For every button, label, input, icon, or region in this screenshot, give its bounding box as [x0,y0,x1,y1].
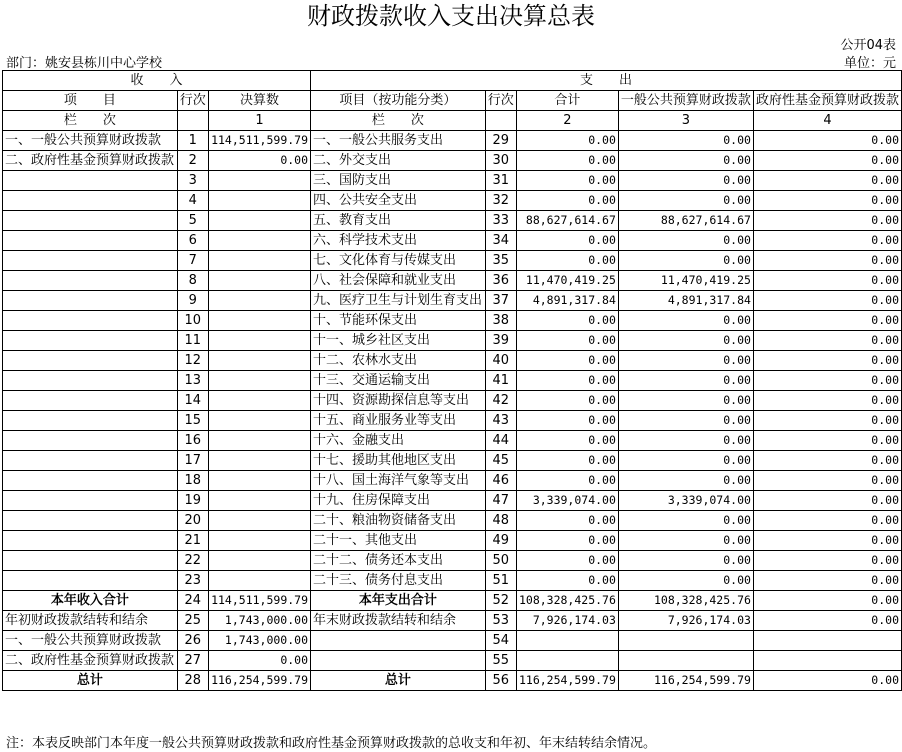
expense-gov-fund: 0.00 [753,131,901,151]
income-amount [208,211,310,231]
income-amount [208,171,310,191]
income-item [3,251,178,271]
table-row [3,671,902,691]
expense-total: 0.00 [516,151,618,171]
table-row [3,291,902,311]
expense-general-budget [618,651,753,671]
income-line-no: 13 [177,371,208,391]
income-line-no: 14 [177,391,208,411]
expense-general-budget: 0.00 [618,531,753,551]
income-amount [208,271,310,291]
expense-general-budget: 0.00 [618,331,753,351]
income-item [3,491,178,511]
income-line-no: 17 [177,451,208,471]
income-line-no: 26 [177,631,208,651]
table-row [3,451,902,471]
table-row [3,331,902,351]
income-item [3,391,178,411]
expense-general-budget: 0.00 [618,411,753,431]
income-item [3,351,178,371]
table-row [3,271,902,291]
income-item: 二、政府性基金预算财政拨款 [3,651,178,671]
expense-item: 九、医疗卫生与计划生育支出 [311,291,486,311]
expense-item: 本年支出合计 [311,591,486,611]
expense-item: 十、节能环保支出 [311,311,486,331]
expense-general-budget: 108,328,425.76 [618,591,753,611]
table-row [3,131,902,151]
expense-line-no: 47 [485,491,516,511]
expense-general-budget: 0.00 [618,451,753,471]
expense-total [516,651,618,671]
income-amount: 1,743,000.00 [208,631,310,651]
expense-line-no: 50 [485,551,516,571]
expense-line-no: 52 [485,591,516,611]
expense-total: 0.00 [516,311,618,331]
expense-general-budget: 4,891,317.84 [618,291,753,311]
table-row [3,211,902,231]
income-amount [208,391,310,411]
expense-line-no: 30 [485,151,516,171]
expense-gov-fund [753,631,901,651]
expense-general-budget: 0.00 [618,191,753,211]
income-item: 二、政府性基金预算财政拨款 [3,151,178,171]
expense-line-no: 42 [485,391,516,411]
item-by-function-header: 项目（按功能分类） [311,91,486,111]
expense-total: 11,470,419.25 [516,271,618,291]
income-amount [208,311,310,331]
expense-item: 一、一般公共服务支出 [311,131,486,151]
income-line-no: 2 [177,151,208,171]
expense-total: 0.00 [516,171,618,191]
expense-line-no: 45 [485,451,516,471]
expense-item: 年末财政拨款结转和结余 [311,611,486,631]
expense-total: 0.00 [516,411,618,431]
income-item [3,411,178,431]
income-amount [208,291,310,311]
table-row [3,611,902,631]
expense-line-no: 33 [485,211,516,231]
income-item [3,171,178,191]
income-line-no: 28 [177,671,208,691]
income-item [3,531,178,551]
table-row [3,231,902,251]
income-item [3,511,178,531]
expense-gov-fund: 0.00 [753,511,901,531]
expense-general-budget: 0.00 [618,391,753,411]
expense-general-budget: 7,926,174.03 [618,611,753,631]
table-row [3,371,902,391]
column-number: 4 [753,111,901,131]
income-amount: 0.00 [208,151,310,171]
income-item [3,311,178,331]
general-budget-header: 一般公共预算财政拨款 [618,91,753,111]
budget-table [2,70,902,691]
income-line-no: 8 [177,271,208,291]
income-amount [208,571,310,591]
income-amount [208,351,310,371]
total-header: 合计 [516,91,618,111]
table-row [3,531,902,551]
expense-item: 二、外交支出 [311,151,486,171]
expense-item: 五、教育支出 [311,211,486,231]
expense-general-budget: 0.00 [618,311,753,331]
expense-gov-fund: 0.00 [753,531,901,551]
expense-total: 0.00 [516,371,618,391]
income-line-no: 19 [177,491,208,511]
expense-total: 3,339,074.00 [516,491,618,511]
income-item [3,211,178,231]
expense-total: 0.00 [516,571,618,591]
expense-general-budget: 0.00 [618,571,753,591]
income-amount [208,411,310,431]
column-number: 3 [618,111,753,131]
expense-item: 十二、农林水支出 [311,351,486,371]
expense-item: 十九、住房保障支出 [311,491,486,511]
table-row [3,491,902,511]
expense-item: 二十、粮油物资储备支出 [311,511,486,531]
line-header: 行次 [177,91,208,111]
department-label: 部门：姚安县栋川中心学校 [6,56,163,71]
expense-gov-fund: 0.00 [753,571,901,591]
expense-total: 0.00 [516,191,618,211]
expense-total: 7,926,174.03 [516,611,618,631]
income-line-no: 4 [177,191,208,211]
expense-item: 十五、商业服务业等支出 [311,411,486,431]
column-label: 栏 次 [311,111,486,131]
expense-general-budget: 0.00 [618,371,753,391]
expense-line-no: 49 [485,531,516,551]
income-line-no: 3 [177,171,208,191]
expense-line-no: 32 [485,191,516,211]
expense-line-no: 44 [485,431,516,451]
expense-line-no: 54 [485,631,516,651]
income-line-no: 25 [177,611,208,631]
expense-total: 0.00 [516,431,618,451]
expense-gov-fund: 0.00 [753,411,901,431]
income-line-no: 11 [177,331,208,351]
expense-total: 88,627,614.67 [516,211,618,231]
expense-total: 0.00 [516,551,618,571]
expense-line-no: 29 [485,131,516,151]
table-row [3,431,902,451]
income-item: 一、一般公共预算财政拨款 [3,631,178,651]
page-title: 财政拨款收入支出决算总表 [307,2,595,30]
expense-total: 0.00 [516,471,618,491]
income-amount [208,191,310,211]
expense-line-no: 41 [485,371,516,391]
expense-total: 0.00 [516,131,618,151]
income-item [3,431,178,451]
income-item [3,371,178,391]
expense-total: 0.00 [516,231,618,251]
expense-item: 十八、国土海洋气象等支出 [311,471,486,491]
expense-item: 十七、援助其他地区支出 [311,451,486,471]
empty-cell [485,111,516,131]
income-amount [208,451,310,471]
income-item [3,291,178,311]
table-row [3,311,902,331]
income-line-no: 7 [177,251,208,271]
income-line-no: 18 [177,471,208,491]
income-item [3,331,178,351]
table-row [3,651,902,671]
income-line-no: 15 [177,411,208,431]
expense-total: 0.00 [516,511,618,531]
income-amount [208,471,310,491]
expense-line-header: 行次 [485,91,516,111]
expense-item: 三、国防支出 [311,171,486,191]
expense-line-no: 46 [485,471,516,491]
expense-gov-fund: 0.00 [753,231,901,251]
expense-gov-fund: 0.00 [753,211,901,231]
income-amount [208,511,310,531]
expense-item: 十一、城乡社区支出 [311,331,486,351]
expense-line-no: 34 [485,231,516,251]
expense-gov-fund: 0.00 [753,471,901,491]
expense-item: 二十一、其他支出 [311,531,486,551]
expense-total: 0.00 [516,331,618,351]
expense-general-budget: 0.00 [618,151,753,171]
income-line-no: 24 [177,591,208,611]
table-row [3,391,902,411]
footnote: 注：本表反映部门本年度一般公共预算财政拨款和政府性基金预算财政拨款的总收支和年初、年末结转结余情况。 [6,736,657,751]
expense-line-no: 53 [485,611,516,631]
income-item: 年初财政拨款结转和结余 [3,611,178,631]
income-line-no: 1 [177,131,208,151]
gov-fund-header: 政府性基金预算财政拨款 [753,91,901,111]
expense-item [311,631,486,651]
table-row [3,631,902,651]
income-header: 收 入 [3,71,311,91]
income-line-no: 5 [177,211,208,231]
expense-item: 总计 [311,671,486,691]
income-line-no: 21 [177,531,208,551]
expense-line-no: 43 [485,411,516,431]
expense-gov-fund: 0.00 [753,191,901,211]
expense-line-no: 35 [485,251,516,271]
table-row [3,471,902,491]
expense-total: 0.00 [516,531,618,551]
expense-general-budget: 0.00 [618,471,753,491]
expense-item: 七、文化体育与传媒支出 [311,251,486,271]
income-item [3,471,178,491]
income-item [3,191,178,211]
income-item [3,551,178,571]
expense-item: 八、社会保障和就业支出 [311,271,486,291]
income-amount [208,251,310,271]
expense-gov-fund: 0.00 [753,151,901,171]
income-item: 本年收入合计 [3,591,178,611]
income-item [3,571,178,591]
income-line-no: 16 [177,431,208,451]
expense-line-no: 39 [485,331,516,351]
expense-gov-fund: 0.00 [753,551,901,571]
expense-item: 十六、金融支出 [311,431,486,451]
column-number: 2 [516,111,618,131]
expense-item: 二十二、债务还本支出 [311,551,486,571]
table-row [3,571,902,591]
income-amount: 116,254,599.79 [208,671,310,691]
expense-item [311,651,486,671]
income-line-no: 10 [177,311,208,331]
expense-general-budget [618,631,753,651]
income-amount [208,431,310,451]
expense-total: 0.00 [516,351,618,371]
income-amount [208,531,310,551]
expense-general-budget: 0.00 [618,351,753,371]
expense-line-no: 56 [485,671,516,691]
expense-line-no: 38 [485,311,516,331]
expense-general-budget: 0.00 [618,231,753,251]
expense-item: 二十三、债务付息支出 [311,571,486,591]
unit-label: 单位：元 [843,56,896,71]
expense-gov-fund [753,651,901,671]
expense-gov-fund: 0.00 [753,331,901,351]
expense-line-no: 31 [485,171,516,191]
table-row [3,151,902,171]
income-line-no: 20 [177,511,208,531]
income-item: 总计 [3,671,178,691]
expense-gov-fund: 0.00 [753,171,901,191]
expense-line-no: 55 [485,651,516,671]
expense-general-budget: 11,470,419.25 [618,271,753,291]
expense-general-budget: 0.00 [618,131,753,151]
expense-gov-fund: 0.00 [753,271,901,291]
expense-gov-fund: 0.00 [753,291,901,311]
expense-total: 116,254,599.79 [516,671,618,691]
table-row [3,411,902,431]
expense-total: 108,328,425.76 [516,591,618,611]
expense-gov-fund: 0.00 [753,451,901,471]
expense-total: 0.00 [516,391,618,411]
expense-line-no: 48 [485,511,516,531]
expense-general-budget: 116,254,599.79 [618,671,753,691]
expense-total: 0.00 [516,251,618,271]
expense-general-budget: 88,627,614.67 [618,211,753,231]
table-row [3,591,902,611]
income-line-no: 9 [177,291,208,311]
table-row [3,511,902,531]
table-row [3,251,902,271]
expense-line-no: 36 [485,271,516,291]
income-amount: 0.00 [208,651,310,671]
income-line-no: 27 [177,651,208,671]
column-label: 栏 次 [3,111,178,131]
expense-total: 0.00 [516,451,618,471]
empty-cell [177,111,208,131]
expense-gov-fund: 0.00 [753,311,901,331]
expense-line-no: 40 [485,351,516,371]
expense-gov-fund: 0.00 [753,351,901,371]
income-amount: 1,743,000.00 [208,611,310,631]
income-line-no: 23 [177,571,208,591]
expense-general-budget: 0.00 [618,251,753,271]
income-item [3,451,178,471]
expense-header: 支 出 [311,71,902,91]
form-code: 公开04表 [840,38,896,53]
expense-item: 六、科学技术支出 [311,231,486,251]
income-line-no: 22 [177,551,208,571]
expense-gov-fund: 0.00 [753,251,901,271]
expense-gov-fund: 0.00 [753,371,901,391]
income-item [3,231,178,251]
income-amount: 114,511,599.79 [208,131,310,151]
income-item [3,271,178,291]
expense-general-budget: 0.00 [618,551,753,571]
item-header: 项 目 [3,91,178,111]
expense-line-no: 51 [485,571,516,591]
expense-gov-fund: 0.00 [753,671,901,691]
income-amount [208,231,310,251]
income-item: 一、一般公共预算财政拨款 [3,131,178,151]
table-row [3,551,902,571]
income-amount [208,371,310,391]
expense-general-budget: 3,339,074.00 [618,491,753,511]
expense-general-budget: 0.00 [618,171,753,191]
income-amount: 114,511,599.79 [208,591,310,611]
income-line-no: 6 [177,231,208,251]
table-row [3,191,902,211]
expense-gov-fund: 0.00 [753,611,901,631]
expense-line-no: 37 [485,291,516,311]
income-amount [208,551,310,571]
income-amount [208,331,310,351]
expense-gov-fund: 0.00 [753,391,901,411]
column-number: 1 [208,111,310,131]
expense-item: 四、公共安全支出 [311,191,486,211]
final-amount-header: 决算数 [208,91,310,111]
expense-total [516,631,618,651]
table-row [3,171,902,191]
expense-gov-fund: 0.00 [753,491,901,511]
table-row [3,351,902,371]
expense-item: 十三、交通运输支出 [311,371,486,391]
expense-gov-fund: 0.00 [753,591,901,611]
expense-total: 4,891,317.84 [516,291,618,311]
expense-general-budget: 0.00 [618,431,753,451]
expense-gov-fund: 0.00 [753,431,901,451]
income-line-no: 12 [177,351,208,371]
income-amount [208,491,310,511]
expense-item: 十四、资源勘探信息等支出 [311,391,486,411]
expense-general-budget: 0.00 [618,511,753,531]
